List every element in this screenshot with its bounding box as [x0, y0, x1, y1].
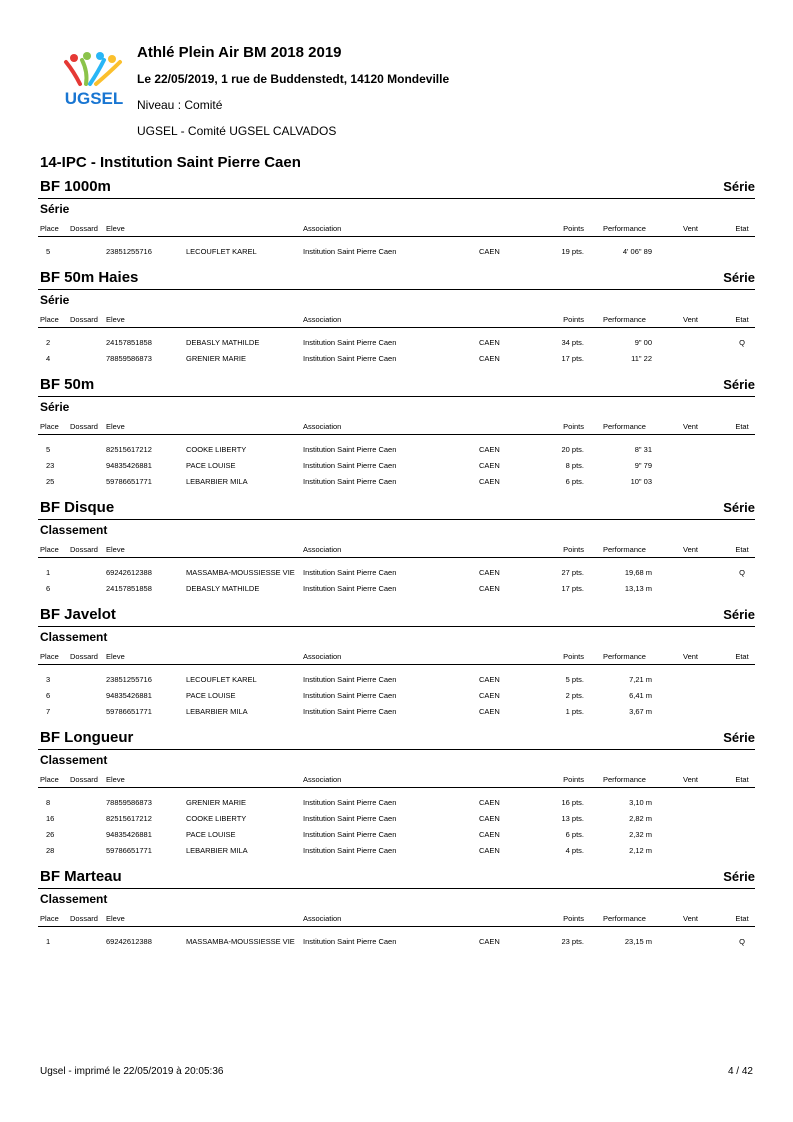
column-header: Etat — [735, 315, 749, 324]
column-header: Points — [563, 775, 584, 784]
cell-points: 1 pts. — [565, 707, 584, 716]
column-header: Vent — [683, 775, 699, 784]
cell-association: Institution Saint Pierre Caen — [303, 445, 397, 454]
cell-points: 27 pts. — [561, 568, 584, 577]
cell-place: 8 — [46, 798, 51, 807]
cell-etat: Q — [739, 568, 745, 577]
cell-points: 13 pts. — [561, 814, 584, 823]
cell-association: Institution Saint Pierre Caen — [303, 338, 397, 347]
cell-points: 5 pts. — [565, 675, 584, 684]
round-label: Série — [40, 202, 70, 216]
cell-association: Institution Saint Pierre Caen — [303, 798, 397, 807]
cell-association: Institution Saint Pierre Caen — [303, 675, 397, 684]
cell-place: 4 — [46, 354, 51, 363]
cell-points: 34 pts. — [561, 338, 584, 347]
cell-points: 23 pts. — [561, 937, 584, 946]
cell-eleve: 23851255716 — [106, 247, 152, 256]
cell-performance: 19,68 m — [624, 568, 652, 577]
column-header: Points — [563, 224, 584, 233]
column-header: Place — [40, 652, 59, 661]
table-row — [38, 794, 755, 810]
column-header: Eleve — [106, 422, 125, 431]
spacer — [0, 259, 793, 267]
column-header: Association — [303, 315, 342, 324]
cell-points: 8 pts. — [565, 461, 584, 470]
cell-association: Institution Saint Pierre Caen — [303, 846, 397, 855]
column-header: Dossard — [70, 775, 98, 784]
column-header: Association — [303, 775, 342, 784]
cell-performance: 10" 03 — [630, 477, 652, 486]
cell-name: LECOUFLET KAREL — [186, 247, 257, 256]
table-row — [38, 441, 755, 457]
cell-place: 25 — [46, 477, 55, 486]
column-header: Dossard — [70, 224, 98, 233]
cell-association: Institution Saint Pierre Caen — [303, 937, 397, 946]
column-header: Vent — [683, 545, 699, 554]
table-row — [38, 564, 755, 580]
event-comite: UGSEL - Comité UGSEL CALVADOS — [137, 124, 337, 138]
column-header: Etat — [735, 545, 749, 554]
column-header: Association — [303, 652, 342, 661]
spacer — [0, 858, 793, 866]
cell-city: CAEN — [479, 461, 500, 470]
event-type: Série — [723, 377, 755, 392]
event-level: Niveau : Comité — [137, 98, 223, 112]
table-row — [38, 933, 755, 949]
cell-eleve: 78859586873 — [106, 354, 152, 363]
cell-name: GRENIER MARIE — [186, 798, 247, 807]
cell-association: Institution Saint Pierre Caen — [303, 461, 397, 470]
column-header: Place — [40, 315, 59, 324]
cell-name: LEBARBIER MILA — [186, 707, 248, 716]
cell-performance: 6,41 m — [629, 691, 652, 700]
cell-association: Institution Saint Pierre Caen — [303, 814, 397, 823]
cell-name: LECOUFLET KAREL — [186, 675, 257, 684]
cell-city: CAEN — [479, 830, 500, 839]
column-header: Points — [563, 652, 584, 661]
result-section — [0, 604, 793, 727]
cell-points: 16 pts. — [561, 798, 584, 807]
cell-place: 23 — [46, 461, 55, 470]
cell-eleve: 24157851858 — [106, 584, 152, 593]
cell-name: MASSAMBA-MOUSSIESSE VIE — [186, 937, 295, 946]
cell-city: CAEN — [479, 584, 500, 593]
column-header: Place — [40, 775, 59, 784]
cell-name: LEBARBIER MILA — [186, 846, 248, 855]
round-label: Classement — [40, 892, 108, 906]
table-row — [38, 810, 755, 826]
table-row — [38, 334, 755, 350]
cell-city: CAEN — [479, 354, 500, 363]
cell-place: 6 — [46, 691, 51, 700]
column-header: Place — [40, 224, 59, 233]
cell-city: CAEN — [479, 937, 500, 946]
column-header: Dossard — [70, 315, 98, 324]
spacer — [0, 949, 793, 957]
column-header: Etat — [735, 224, 749, 233]
cell-performance: 4' 06" 89 — [622, 247, 652, 256]
event-type: Série — [723, 500, 755, 515]
event-name: BF 1000m — [40, 178, 111, 195]
cell-place: 5 — [46, 247, 51, 256]
cell-eleve: 69242612388 — [106, 937, 152, 946]
column-header: Eleve — [106, 652, 125, 661]
cell-city: CAEN — [479, 338, 500, 347]
cell-etat: Q — [739, 937, 745, 946]
cell-eleve: 23851255716 — [106, 675, 152, 684]
cell-name: COOKE LIBERTY — [186, 445, 247, 454]
cell-city: CAEN — [479, 798, 500, 807]
cell-performance: 2,12 m — [629, 846, 652, 855]
cell-name: COOKE LIBERTY — [186, 814, 247, 823]
cell-association: Institution Saint Pierre Caen — [303, 477, 397, 486]
table-row — [38, 703, 755, 719]
table-row — [38, 350, 755, 366]
cell-name: MASSAMBA-MOUSSIESSE VIE — [186, 568, 295, 577]
event-name: BF 50m Haies — [40, 269, 139, 286]
column-header-row — [38, 540, 755, 558]
cell-association: Institution Saint Pierre Caen — [303, 584, 397, 593]
event-name: BF Marteau — [40, 868, 122, 885]
results-sections — [0, 176, 793, 957]
cell-performance: 2,82 m — [629, 814, 652, 823]
cell-etat: Q — [739, 338, 745, 347]
column-header: Points — [563, 422, 584, 431]
column-header: Etat — [735, 422, 749, 431]
cell-eleve: 82515617212 — [106, 445, 152, 454]
event-name: BF Disque — [40, 499, 115, 516]
table-row — [38, 580, 755, 596]
column-header: Points — [563, 914, 584, 923]
cell-place: 3 — [46, 675, 51, 684]
column-header: Eleve — [106, 224, 125, 233]
cell-association: Institution Saint Pierre Caen — [303, 830, 397, 839]
result-section — [0, 497, 793, 604]
column-header: Vent — [683, 914, 699, 923]
round-label: Classement — [40, 753, 108, 767]
cell-place: 5 — [46, 445, 51, 454]
spacer — [0, 596, 793, 604]
cell-performance: 7,21 m — [629, 675, 652, 684]
table-row — [38, 243, 755, 259]
cell-association: Institution Saint Pierre Caen — [303, 568, 397, 577]
spacer — [0, 719, 793, 727]
cell-points: 17 pts. — [561, 354, 584, 363]
cell-place: 28 — [46, 846, 55, 855]
table-row — [38, 842, 755, 858]
column-header: Performance — [603, 775, 646, 784]
cell-city: CAEN — [479, 707, 500, 716]
event-name: BF 50m — [40, 376, 95, 393]
event-type: Série — [723, 607, 755, 622]
cell-place: 2 — [46, 338, 51, 347]
cell-city: CAEN — [479, 247, 500, 256]
event-name: BF Longueur — [40, 729, 134, 746]
result-section — [0, 727, 793, 866]
result-section — [0, 374, 793, 497]
column-header: Etat — [735, 775, 749, 784]
event-header — [38, 727, 755, 750]
column-header: Vent — [683, 315, 699, 324]
column-header: Association — [303, 914, 342, 923]
svg-text:UGSEL: UGSEL — [64, 89, 124, 108]
cell-eleve: 94835426881 — [106, 691, 152, 700]
column-header: Performance — [603, 422, 646, 431]
column-header: Dossard — [70, 545, 98, 554]
cell-place: 1 — [46, 568, 51, 577]
cell-performance: 23,15 m — [624, 937, 652, 946]
table-row — [38, 671, 755, 687]
cell-points: 6 pts. — [565, 477, 584, 486]
cell-eleve: 82515617212 — [106, 814, 152, 823]
print-footer: Ugsel - imprimé le 22/05/2019 à 20:05:36 — [40, 1066, 224, 1077]
round-label: Série — [40, 400, 70, 414]
cell-name: LEBARBIER MILA — [186, 477, 248, 486]
column-header-row — [38, 310, 755, 328]
cell-name: PACE LOUISE — [186, 461, 236, 470]
column-header: Association — [303, 545, 342, 554]
cell-place: 16 — [46, 814, 55, 823]
round-label: Classement — [40, 630, 108, 644]
column-header: Vent — [683, 422, 699, 431]
column-header: Dossard — [70, 422, 98, 431]
column-header: Points — [563, 545, 584, 554]
column-header: Etat — [735, 652, 749, 661]
cell-association: Institution Saint Pierre Caen — [303, 707, 397, 716]
column-header-row — [38, 909, 755, 927]
cell-name: DEBASLY MATHILDE — [186, 338, 260, 347]
cell-city: CAEN — [479, 445, 500, 454]
event-header — [38, 604, 755, 627]
column-header: Vent — [683, 652, 699, 661]
column-header-row — [38, 219, 755, 237]
cell-place: 6 — [46, 584, 51, 593]
column-header: Performance — [603, 652, 646, 661]
column-header: Dossard — [70, 652, 98, 661]
cell-performance: 3,67 m — [629, 707, 652, 716]
column-header: Eleve — [106, 775, 125, 784]
cell-points: 17 pts. — [561, 584, 584, 593]
table-row — [38, 457, 755, 473]
cell-performance: 3,10 m — [629, 798, 652, 807]
result-section — [0, 267, 793, 374]
cell-place: 7 — [46, 707, 51, 716]
result-section — [0, 176, 793, 267]
column-header: Performance — [603, 315, 646, 324]
cell-place: 1 — [46, 937, 51, 946]
table-row — [38, 473, 755, 489]
cell-performance: 11" 22 — [631, 354, 652, 363]
column-header: Points — [563, 315, 584, 324]
cell-city: CAEN — [479, 846, 500, 855]
column-header-row — [38, 647, 755, 665]
cell-city: CAEN — [479, 814, 500, 823]
cell-city: CAEN — [479, 691, 500, 700]
column-header: Eleve — [106, 545, 125, 554]
cell-performance: 13,13 m — [624, 584, 652, 593]
event-type: Série — [723, 869, 755, 884]
column-header: Place — [40, 422, 59, 431]
cell-name: DEBASLY MATHILDE — [186, 584, 260, 593]
spacer — [0, 489, 793, 497]
event-header — [38, 866, 755, 889]
column-header-row — [38, 417, 755, 435]
cell-points: 20 pts. — [561, 445, 584, 454]
event-location: Le 22/05/2019, 1 rue de Buddenstedt, 14120 Mondeville — [137, 72, 450, 86]
cell-place: 26 — [46, 830, 55, 839]
cell-eleve: 59786651771 — [106, 846, 152, 855]
column-header-row — [38, 770, 755, 788]
event-header — [38, 374, 755, 397]
result-section — [0, 866, 793, 957]
cell-association: Institution Saint Pierre Caen — [303, 691, 397, 700]
cell-performance: 2,32 m — [629, 830, 652, 839]
table-row — [38, 826, 755, 842]
column-header: Place — [40, 545, 59, 554]
column-header: Place — [40, 914, 59, 923]
cell-performance: 9" 79 — [634, 461, 652, 470]
cell-points: 2 pts. — [565, 691, 584, 700]
cell-eleve: 69242612388 — [106, 568, 152, 577]
spacer — [0, 366, 793, 374]
cell-points: 19 pts. — [561, 247, 584, 256]
ugsel-logo — [60, 50, 128, 108]
round-label: Classement — [40, 523, 108, 537]
column-header: Eleve — [106, 315, 125, 324]
cell-name: GRENIER MARIE — [186, 354, 247, 363]
cell-city: CAEN — [479, 477, 500, 486]
column-header: Performance — [603, 914, 646, 923]
cell-eleve: 94835426881 — [106, 461, 152, 470]
column-header: Vent — [683, 224, 699, 233]
cell-association: Institution Saint Pierre Caen — [303, 354, 397, 363]
event-name: BF Javelot — [40, 606, 116, 623]
cell-eleve: 78859586873 — [106, 798, 152, 807]
event-type: Série — [723, 270, 755, 285]
institution-title: 14-IPC - Institution Saint Pierre Caen — [40, 154, 301, 171]
cell-city: CAEN — [479, 675, 500, 684]
cell-eleve: 94835426881 — [106, 830, 152, 839]
column-header: Eleve — [106, 914, 125, 923]
cell-performance: 9" 00 — [634, 338, 652, 347]
column-header: Dossard — [70, 914, 98, 923]
cell-points: 4 pts. — [565, 846, 584, 855]
event-type: Série — [723, 179, 755, 194]
page-number: 4 / 42 — [727, 1066, 753, 1077]
cell-eleve: 59786651771 — [106, 477, 152, 486]
cell-name: PACE LOUISE — [186, 691, 236, 700]
cell-association: Institution Saint Pierre Caen — [303, 247, 397, 256]
table-row — [38, 687, 755, 703]
cell-eleve: 59786651771 — [106, 707, 152, 716]
round-label: Série — [40, 293, 70, 307]
cell-points: 6 pts. — [565, 830, 584, 839]
event-header — [38, 267, 755, 290]
event-header — [38, 497, 755, 520]
cell-eleve: 24157851858 — [106, 338, 152, 347]
column-header: Performance — [603, 224, 646, 233]
column-header: Association — [303, 224, 342, 233]
cell-city: CAEN — [479, 568, 500, 577]
cell-performance: 8" 31 — [634, 445, 652, 454]
column-header: Performance — [603, 545, 646, 554]
event-title: Athlé Plein Air BM 2018 2019 — [137, 44, 342, 61]
column-header: Association — [303, 422, 342, 431]
event-header — [38, 176, 755, 199]
event-type: Série — [723, 730, 755, 745]
column-header: Etat — [735, 914, 749, 923]
cell-name: PACE LOUISE — [186, 830, 236, 839]
